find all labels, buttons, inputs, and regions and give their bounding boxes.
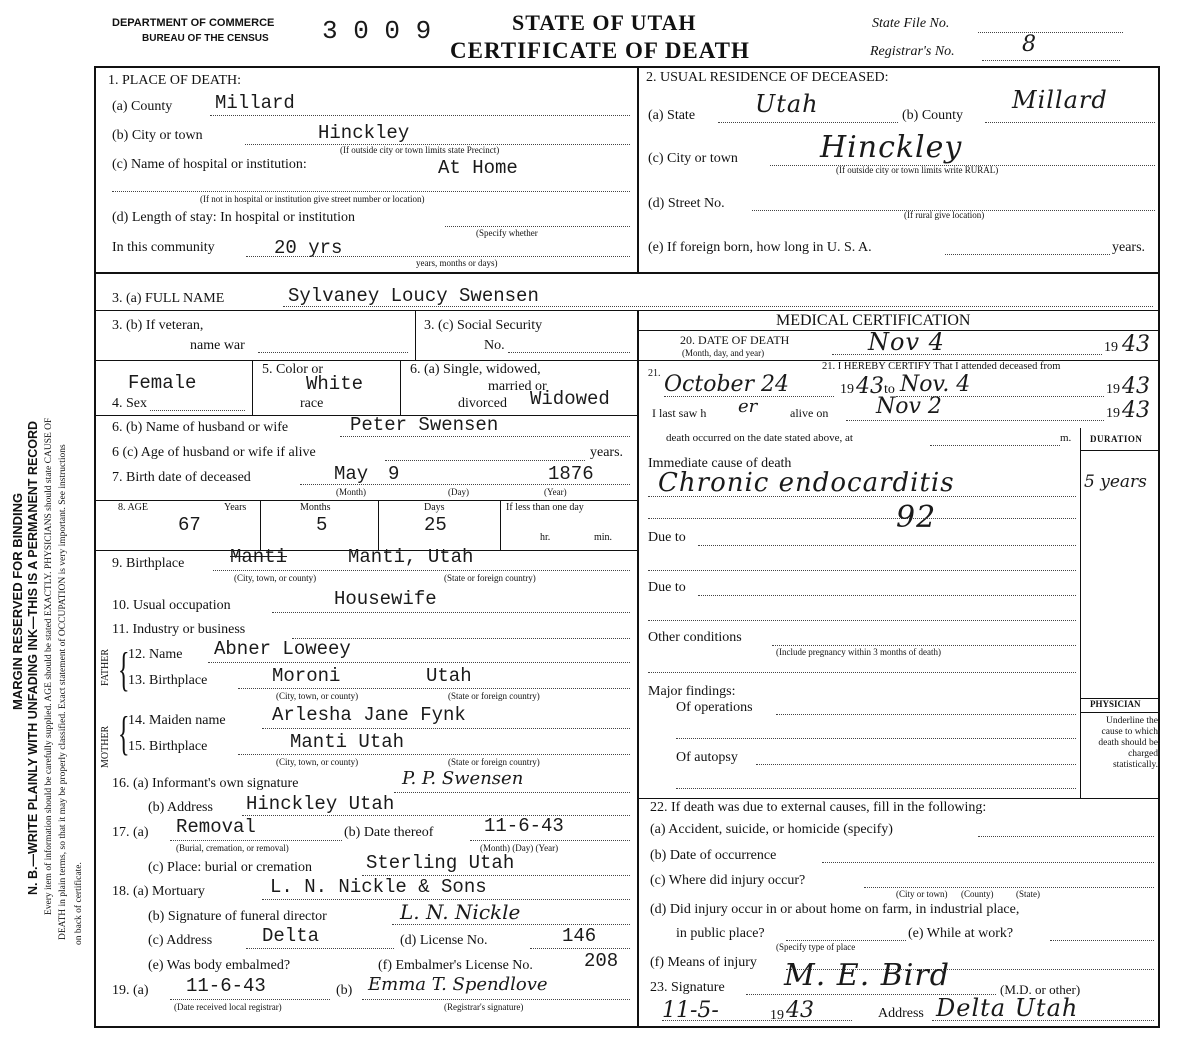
informant-address-label: (b) Address bbox=[148, 800, 213, 815]
registrar-number: 8 bbox=[1022, 32, 1036, 57]
sig-year: 43 bbox=[786, 998, 814, 1023]
embalmed-label: (e) Was body embalmed? bbox=[148, 958, 291, 973]
res-state-value: Utah bbox=[755, 90, 819, 118]
place-of-death-label: 1. PLACE OF DEATH: bbox=[108, 73, 242, 88]
other-conditions-label: Other conditions bbox=[648, 630, 742, 645]
bp-city-note: (City, town, or county) bbox=[234, 573, 317, 583]
death-at-label: death occurred on the date stated above, at bbox=[666, 432, 853, 444]
state-file-label: State File No. bbox=[872, 16, 950, 31]
birth-day: 9 bbox=[388, 463, 400, 485]
to-year-prefix: 19 bbox=[1106, 382, 1120, 397]
spouse-age-label: 6 (c) Age of husband or wife if alive bbox=[112, 445, 316, 460]
city-note: (If outside city or town limits state Precinct) bbox=[340, 145, 500, 155]
min-label: min. bbox=[594, 532, 613, 543]
means-label: (f) Means of injury bbox=[650, 955, 757, 970]
disposition-value: Removal bbox=[176, 816, 256, 838]
age-label: 8. AGE bbox=[118, 502, 148, 513]
director-label: (b) Signature of funeral director bbox=[148, 909, 327, 924]
full-name-label: 3. (a) FULL NAME bbox=[112, 291, 225, 306]
mother-bp-label: 15. Birthplace bbox=[128, 739, 208, 754]
specify-place-note: (Specify type of place bbox=[776, 942, 856, 952]
last-saw-her: er bbox=[738, 396, 758, 417]
birth-month: May bbox=[334, 463, 369, 485]
burial-date-note: (Month) (Day) (Year) bbox=[480, 843, 559, 853]
serial-number: 3 0 0 9 bbox=[322, 16, 432, 46]
father-side-label: FATHER bbox=[100, 648, 111, 686]
res-city-note: (If outside city or town limits write RURAL) bbox=[836, 165, 999, 175]
accident-label: (a) Accident, suicide, or homicide (specify) bbox=[650, 822, 893, 837]
due-to-1-label: Due to bbox=[648, 530, 686, 545]
sex-label: 4. Sex bbox=[112, 396, 147, 411]
father-name-value: Abner Loweey bbox=[214, 638, 351, 660]
registrar-sig-note: (Registrar's signature) bbox=[444, 1002, 524, 1012]
mortuary-address-value: Delta bbox=[262, 925, 320, 947]
physician-head: PHYSICIAN bbox=[1090, 699, 1141, 709]
margin-instructions-3: on back of certificate. bbox=[74, 862, 84, 945]
res-city-label: (c) City or town bbox=[648, 151, 738, 166]
father-state-note: (State or foreign country) bbox=[448, 691, 540, 701]
specify-note: (Specify whether bbox=[476, 228, 538, 238]
margin-instructions-1: Every item of information should be carefully supplied. AGE should be stated EXACTLY. PHYSICIANS should state CAUSE OF bbox=[44, 417, 54, 915]
sex-value: Female bbox=[128, 372, 197, 394]
color-label: 5. Color or bbox=[262, 362, 324, 377]
dod-label: 20. DATE OF DEATH bbox=[680, 333, 790, 347]
m-label: m. bbox=[1060, 432, 1072, 444]
director-signature: L. N. Nickle bbox=[400, 900, 521, 924]
age-days-value: 25 bbox=[424, 514, 447, 536]
physician-sig-label: 23. Signature bbox=[650, 980, 725, 995]
dod-value: Nov 4 bbox=[868, 328, 945, 356]
res-street-label: (d) Street No. bbox=[648, 196, 725, 211]
dept-label: DEPARTMENT OF COMMERCE bbox=[112, 17, 275, 29]
disposition-label: 17. (a) bbox=[112, 825, 149, 840]
md-note: (M.D. or other) bbox=[1000, 982, 1081, 997]
state-title: STATE OF UTAH bbox=[512, 10, 697, 35]
where-note: (City or town) (County) (State) bbox=[896, 889, 1040, 899]
marital-value: Widowed bbox=[530, 388, 610, 410]
due-to-2-label: Due to bbox=[648, 580, 686, 595]
bureau-label: BUREAU OF THE CENSUS bbox=[142, 33, 269, 44]
embalmer-label: (f) Embalmer's License No. bbox=[378, 958, 533, 973]
registrar-label: Registrar's No. bbox=[870, 44, 955, 59]
disposition-note: (Burial, cremation, or removal) bbox=[176, 843, 289, 853]
while-at-work-label: (e) While at work? bbox=[908, 926, 1014, 941]
social-security-label: 3. (c) Social Security bbox=[424, 318, 543, 333]
home-label: (d) Did injury occur in or about home on farm, in industrial place, bbox=[650, 902, 1020, 917]
county-label: (a) County bbox=[112, 99, 173, 114]
received-label: 19. (a) bbox=[112, 983, 149, 998]
lt-day-head: If less than one day bbox=[506, 502, 584, 513]
burial-date-label: (b) Date thereof bbox=[344, 825, 434, 840]
res-foreign-label: (e) If foreign born, how long in U. S. A. bbox=[648, 240, 872, 255]
received-note: (Date received local registrar) bbox=[174, 1002, 282, 1012]
father-brace: { bbox=[118, 643, 130, 696]
sig-date: 11-5- bbox=[662, 998, 719, 1023]
pregnancy-note: (Include pregnancy within 3 months of death) bbox=[776, 647, 941, 657]
full-name-value: Sylvaney Loucy Swensen bbox=[288, 285, 539, 307]
dod-note: (Month, day, and year) bbox=[682, 348, 765, 358]
physician-signature: M. E. Bird bbox=[784, 958, 950, 993]
residence-label: 2. USUAL RESIDENCE OF DECEASED: bbox=[646, 70, 889, 85]
cause-code: 92 bbox=[896, 500, 937, 535]
to-label: to bbox=[884, 382, 895, 397]
race-label: race bbox=[300, 396, 324, 411]
father-city-note: (City, town, or county) bbox=[276, 691, 359, 701]
dod-year: 43 bbox=[1122, 332, 1150, 357]
day-note: (Day) bbox=[448, 487, 469, 497]
physician-address-value: Delta Utah bbox=[936, 994, 1079, 1022]
res-street-note: (If rural give location) bbox=[904, 210, 985, 220]
mother-bp-value: Manti Utah bbox=[290, 731, 405, 753]
age-days-head: Days bbox=[424, 502, 445, 513]
duration-head: DURATION bbox=[1090, 434, 1143, 444]
sig-year-prefix: 19 bbox=[770, 1008, 784, 1023]
public-label: in public place? bbox=[676, 926, 765, 941]
burial-date-value: 11-6-43 bbox=[484, 815, 564, 837]
license-label: (d) License No. bbox=[400, 933, 488, 948]
physician-note: Underline the cause to which death should be charged statistically. bbox=[1098, 716, 1158, 770]
hospital-note: (If not in hospital or institution give street number or location) bbox=[200, 194, 425, 204]
marital-label: 6. (a) Single, widowed, bbox=[410, 362, 541, 377]
informant-signature: P. P. Swensen bbox=[402, 768, 524, 789]
mother-state-note: (State or foreign country) bbox=[448, 757, 540, 767]
husband-value: Peter Swensen bbox=[350, 414, 499, 436]
birthplace-struck: Manti bbox=[230, 546, 288, 568]
certificate-title: CERTIFICATE OF DEATH bbox=[450, 38, 750, 63]
embalmer-value: 208 bbox=[584, 950, 619, 972]
margin-instructions-2: DEATH in plain terms, so that it may be properly classified. Exact statement of OCCUPATION is very important. See instructions bbox=[58, 444, 68, 940]
age-months-head: Months bbox=[300, 502, 331, 513]
last-year-prefix: 19 bbox=[1106, 406, 1120, 421]
registrar-signature: Emma T. Spendlove bbox=[368, 974, 548, 995]
immediate-cause-value: Chronic endocarditis bbox=[658, 468, 955, 498]
registrar-sig-label: (b) bbox=[336, 983, 353, 998]
age-months-value: 5 bbox=[316, 514, 328, 536]
mortuary-value: L. N. Nickle & Sons bbox=[270, 876, 487, 898]
mother-name-label: 14. Maiden name bbox=[128, 713, 226, 728]
stay-label: (d) Length of stay: In hospital or institution bbox=[112, 210, 356, 225]
burial-place-value: Sterling Utah bbox=[366, 852, 515, 874]
mother-name-value: Arlesha Jane Fynk bbox=[272, 704, 466, 726]
margin-notice bbox=[10, 0, 25, 1000]
attended-to: Nov. 4 bbox=[900, 372, 971, 397]
res-county-value: Millard bbox=[1012, 86, 1108, 114]
name-war-label: name war bbox=[190, 338, 245, 353]
ss-no-label: No. bbox=[484, 338, 505, 353]
hospital-value: At Home bbox=[438, 157, 518, 179]
divorced-label: divorced bbox=[458, 396, 507, 411]
hospital-label: (c) Name of hospital or institution: bbox=[112, 157, 307, 172]
occurrence-label: (b) Date of occurrence bbox=[650, 848, 777, 863]
father-name-label: 12. Name bbox=[128, 647, 183, 662]
month-note: (Month) bbox=[336, 487, 366, 497]
birthplace-label: 9. Birthplace bbox=[112, 556, 185, 571]
physician-address-label: Address bbox=[878, 1006, 924, 1021]
father-bp-city: Moroni bbox=[272, 665, 341, 687]
license-value: 146 bbox=[562, 925, 597, 947]
received-value: 11-6-43 bbox=[186, 975, 266, 997]
city-label: (b) City or town bbox=[112, 128, 203, 143]
informant-address-value: Hinckley Utah bbox=[246, 793, 395, 815]
birth-year: 1876 bbox=[548, 463, 594, 485]
veteran-label: 3. (b) If veteran, bbox=[112, 318, 204, 333]
burial-place-label: (c) Place: burial or cremation bbox=[148, 860, 313, 875]
mother-brace: { bbox=[118, 707, 130, 760]
alive-on-label: alive on bbox=[790, 406, 829, 420]
attended-from: October 24 bbox=[664, 372, 790, 397]
res-state-label: (a) State bbox=[648, 108, 696, 123]
color-value: White bbox=[306, 373, 364, 395]
year-note: (Year) bbox=[544, 487, 567, 497]
margin-line-2: MARGIN RESERVED FOR BINDING bbox=[10, 492, 25, 710]
informant-label: 16. (a) Informant's own signature bbox=[112, 776, 299, 791]
certify-label: 21. I HEREBY CERTIFY That I attended deceased from bbox=[822, 361, 1061, 372]
mother-city-note: (City, town, or county) bbox=[276, 757, 359, 767]
age-years-head: Years bbox=[224, 502, 247, 513]
from-year: 43 bbox=[856, 374, 884, 399]
where-label: (c) Where did injury occur? bbox=[650, 873, 806, 888]
autopsy-label: Of autopsy bbox=[676, 750, 738, 765]
husband-label: 6. (b) Name of husband or wife bbox=[112, 420, 289, 435]
community-label: In this community bbox=[112, 240, 215, 255]
birth-date-label: 7. Birth date of deceased bbox=[112, 470, 251, 485]
to-year: 43 bbox=[1122, 374, 1150, 399]
birthplace-value: Manti, Utah bbox=[348, 546, 474, 568]
age-years-value: 67 bbox=[178, 514, 201, 536]
last-year: 43 bbox=[1122, 398, 1150, 423]
major-findings-label: Major findings: bbox=[648, 684, 736, 699]
bp-state-note: (State or foreign country) bbox=[444, 573, 536, 583]
medical-title: MEDICAL CERTIFICATION bbox=[776, 312, 971, 329]
from-year-prefix: 19 bbox=[840, 382, 854, 397]
ymd-note: years, months or days) bbox=[416, 258, 498, 268]
res-county-label: (b) County bbox=[902, 108, 964, 123]
spouse-years-label: years. bbox=[590, 445, 624, 460]
dod-year-prefix: 19 bbox=[1104, 340, 1118, 355]
hr-label: hr. bbox=[540, 532, 551, 543]
mortuary-label: 18. (a) Mortuary bbox=[112, 884, 205, 899]
operations-label: Of operations bbox=[676, 700, 753, 715]
county-value: Millard bbox=[215, 92, 295, 114]
duration-value: 5 years bbox=[1084, 472, 1147, 492]
community-value: 20 yrs bbox=[274, 237, 343, 259]
certify-number: 21. bbox=[648, 368, 661, 379]
mortuary-address-label: (c) Address bbox=[148, 933, 213, 948]
immediate-cause-label: Immediate cause of death bbox=[648, 456, 792, 471]
mother-side-label: MOTHER bbox=[100, 725, 111, 768]
external-label: 22. If death was due to external causes, fill in the following: bbox=[650, 800, 987, 815]
res-city-value: Hinckley bbox=[820, 130, 963, 165]
married-or-label: married or bbox=[488, 379, 547, 394]
city-value: Hinckley bbox=[318, 122, 410, 144]
last-saw-value: Nov 2 bbox=[876, 394, 942, 419]
father-bp-label: 13. Birthplace bbox=[128, 673, 208, 688]
res-years-label: years. bbox=[1112, 240, 1146, 255]
occupation-value: Housewife bbox=[334, 588, 437, 610]
industry-label: 11. Industry or business bbox=[112, 622, 246, 637]
occupation-label: 10. Usual occupation bbox=[112, 598, 231, 613]
last-saw-label: I last saw h bbox=[652, 406, 707, 420]
father-bp-state: Utah bbox=[426, 665, 472, 687]
margin-notice-line1: N. B.—WRITE PLAINLY WITH UNFADING INK—THIS IS A PERMANENT RECORD bbox=[26, 420, 40, 895]
